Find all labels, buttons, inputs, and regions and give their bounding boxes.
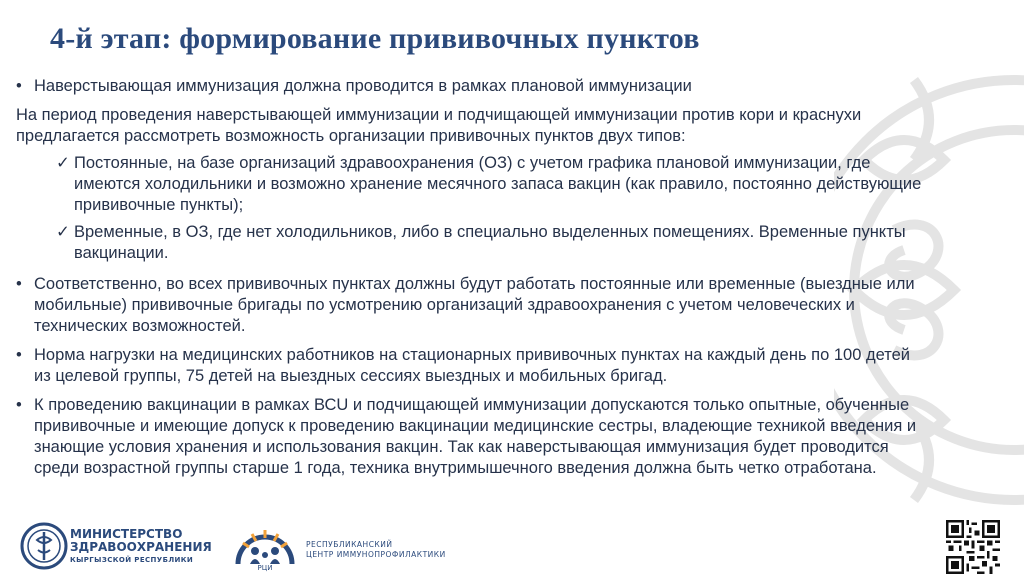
bullet-item: • Соответственно, во всех прививочных пунктах должны будут работать постоянные или временные (выездные или мобильные) прививочные бригады по усмотрению организаций здравоохранения с учетом человеческих и технических возможностей. [16, 274, 926, 337]
ministry-line-3: КЫРГЫЗСКОЙ РЕСПУБЛИКИ [70, 556, 194, 564]
rci-line-1: РЕСПУБЛИКАНСКИЙ [306, 540, 393, 549]
ministry-line-1: МИНИСТЕРСТВО [70, 527, 183, 541]
ministry-line-2: ЗДРАВООХРАНЕНИЯ [70, 540, 212, 554]
checklist-item-text: Постоянные, на базе организаций здравоохранения (ОЗ) с учетом графика плановой иммунизации, где имеются холодильники и возможно хранение месячного запаса вакцин (как правило, постоянно действующие прививочные пункты); [74, 154, 922, 214]
footer [0, 522, 1024, 574]
bullet-item: • Норма нагрузки на медицинских работников на стационарных прививочных пунктах на каждый день по 100 детей из целевой группы, 75 детей на выездных сессиях выездных и мобильных бригад. [16, 345, 926, 387]
rci-name [306, 540, 446, 560]
intro-paragraph: На период проведения наверстывающей иммунизации и подчищающей иммунизации против кори и краснухи предлагается рассмотреть возможность организации прививочных пунктов двух типов: [16, 106, 862, 145]
bullet-item: • Наверстывающая иммунизация должна проводится в рамках плановой иммунизации [16, 76, 926, 97]
checklist-item [16, 222, 926, 264]
check-icon: ✓ [56, 223, 70, 241]
medical-caduceus-logo [20, 522, 68, 570]
family-sun-logo [232, 524, 298, 572]
checklist-item-text: Временные, в ОЗ, где нет холодильников, либо в специально выделенных помещениях. Временные пункты вакцинации. [74, 223, 906, 262]
rci-logo-text: РЦИ [257, 564, 273, 572]
qr-code-icon [946, 520, 1000, 574]
rci-line-2: ЦЕНТР ИММУНОПРОФИЛАКТИКИ [306, 550, 446, 559]
page-title: 4-й этап: формирование прививочных пунктов [50, 22, 700, 55]
check-icon: ✓ [56, 154, 70, 172]
bullet-item: • К проведению вакцинации в рамках ВСU и подчищающей иммунизации допускаются только опытные, обученные прививочные и имеющие допуск к проведению вакцинации медицинские сестры, владеющие техникой введения и знающие условия хранения и использования вакцин. Так как наверстывающая иммунизация будет проводится среди возрастной группы старше 1 года, техника внутримышечного введения должна быть четко отработана. [16, 395, 926, 479]
slide-body [16, 76, 926, 487]
checklist-item [16, 153, 926, 216]
ministry-name [70, 528, 212, 567]
